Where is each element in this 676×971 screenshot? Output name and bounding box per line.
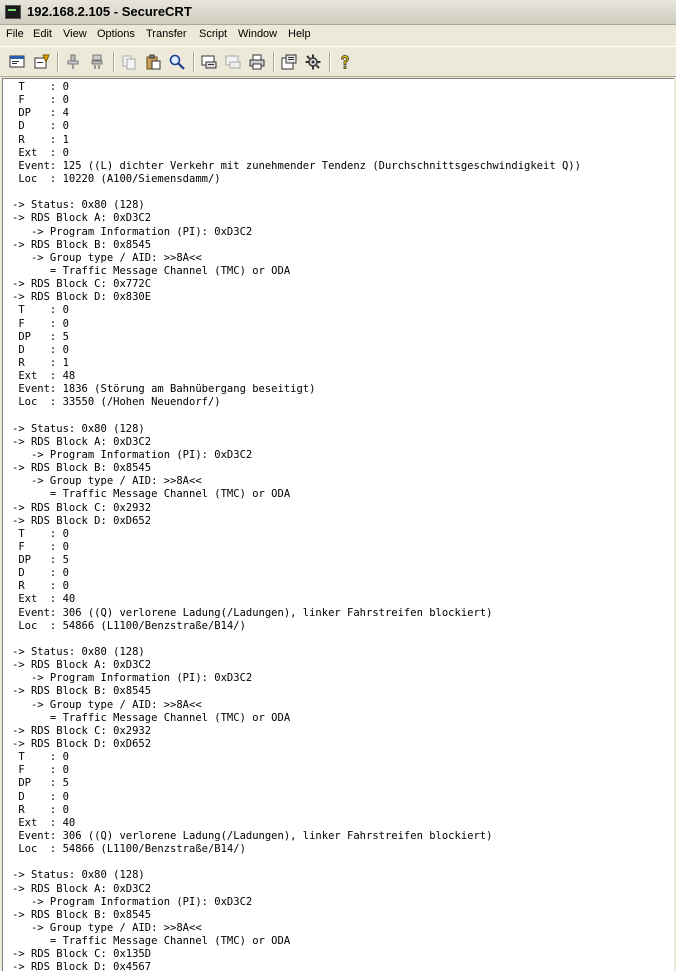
toolbar — [0, 46, 676, 77]
terminal-line: Event: 306 ((Q) verlorene Ladung(/Ladungen), linker Fahrstreifen blockiert) — [12, 830, 493, 843]
terminal-line: Event: 1836 (Störung am Bahnübergang beseitigt) — [12, 383, 316, 396]
terminal-line: T : 0 — [12, 81, 69, 93]
terminal-screen[interactable] — [2, 78, 674, 971]
terminal-line: Loc : 33550 (/Hohen Neuendorf/) — [12, 396, 221, 409]
terminal-line: Loc : 54866 (L1100/Benzstraße/B14/) — [12, 619, 246, 632]
paste-icon[interactable] — [144, 53, 162, 71]
terminal-line: F : 0 — [12, 94, 69, 107]
session-options-icon[interactable] — [280, 53, 298, 71]
terminal-line: R : 0 — [12, 803, 69, 816]
print-selection-icon[interactable] — [224, 53, 242, 71]
connect-tab-icon[interactable] — [64, 53, 82, 71]
terminal-line: D : 0 — [12, 120, 69, 133]
terminal-line: Loc : 10220 (A100/Siemensdamm/) — [12, 172, 221, 185]
terminal-line: -> RDS Block A: 0xD3C2 — [12, 882, 152, 895]
print-icon[interactable] — [248, 53, 266, 71]
terminal-line: = Traffic Message Channel (TMC) or ODA — [12, 264, 291, 277]
title-bar[interactable] — [0, 0, 676, 25]
terminal-line — [12, 410, 581, 423]
menu-file[interactable]: File — [6, 28, 24, 40]
terminal-line: DP : 5 — [12, 777, 69, 790]
terminal-line: -> Program Information (PI): 0xD3C2 — [12, 225, 253, 238]
menu-bar — [0, 25, 676, 46]
terminal-line: -> RDS Block A: 0xD3C2 — [12, 435, 152, 448]
terminal-output — [12, 81, 581, 971]
copy-icon[interactable] — [120, 53, 138, 71]
terminal-line: Event: 306 ((Q) verlorene Ladung(/Ladungen), linker Fahrstreifen blockiert) — [12, 606, 493, 619]
menu-view[interactable]: View — [63, 28, 87, 40]
menu-transfer[interactable]: Transfer — [146, 28, 187, 40]
terminal-line: DP : 4 — [12, 107, 69, 120]
terminal-line: R : 0 — [12, 580, 69, 593]
terminal-line: Ext : 48 — [12, 370, 76, 383]
securecrt-app-icon[interactable] — [5, 5, 21, 19]
help-icon[interactable] — [336, 53, 354, 71]
terminal-line: -> Group type / AID: >>8A<< — [12, 698, 202, 711]
terminal-line: -> RDS Block B: 0x8545 — [12, 462, 152, 475]
toolbar-separator — [113, 52, 115, 72]
terminal-line: D : 0 — [12, 567, 69, 580]
terminal-line: T : 0 — [12, 304, 69, 317]
terminal-line — [12, 856, 581, 869]
terminal-line: -> RDS Block D: 0xD652 — [12, 514, 152, 527]
terminal-line: -> RDS Block B: 0x8545 — [12, 685, 152, 698]
terminal-line: R : 1 — [12, 133, 69, 146]
terminal-line: -> Program Information (PI): 0xD3C2 — [12, 672, 253, 685]
terminal-line: Event: 125 ((L) dichter Verkehr mit zunehmender Tendenz (Durchschnittsgeschwindigkeit Q)) — [12, 159, 581, 172]
terminal-line: DP : 5 — [12, 554, 69, 567]
terminal-line: -> RDS Block C: 0x2932 — [12, 724, 152, 737]
terminal-line: -> RDS Block D: 0x4567 — [12, 961, 152, 971]
terminal-line: = Traffic Message Channel (TMC) or ODA — [12, 935, 291, 948]
terminal-line: -> RDS Block D: 0x830E — [12, 291, 152, 304]
terminal-line: -> Program Information (PI): 0xD3C2 — [12, 895, 253, 908]
terminal-line: D : 0 — [12, 790, 69, 803]
terminal-line: -> RDS Block B: 0x8545 — [12, 238, 152, 251]
terminal-line: F : 0 — [12, 540, 69, 553]
terminal-line: R : 1 — [12, 356, 69, 369]
terminal-line: -> RDS Block A: 0xD3C2 — [12, 659, 152, 672]
terminal-line: F : 0 — [12, 317, 69, 330]
connect-icon[interactable] — [8, 53, 26, 71]
menu-window[interactable]: Window — [238, 28, 278, 40]
terminal-line: -> Status: 0x80 (128) — [12, 869, 145, 882]
quick-connect-icon[interactable] — [33, 53, 51, 71]
global-options-icon[interactable] — [304, 53, 322, 71]
terminal-line: -> Status: 0x80 (128) — [12, 646, 145, 659]
terminal-line: Loc : 54866 (L1100/Benzstraße/B14/) — [12, 843, 246, 856]
terminal-line: D : 0 — [12, 343, 69, 356]
terminal-line: T : 0 — [12, 527, 69, 540]
terminal-line: -> Status: 0x80 (128) — [12, 422, 145, 435]
terminal-line: -> RDS Block A: 0xD3C2 — [12, 212, 152, 225]
terminal-line: F : 0 — [12, 764, 69, 777]
terminal-line: Ext : 0 — [12, 146, 69, 159]
terminal-line: -> RDS Block B: 0x8545 — [12, 908, 152, 921]
terminal-line: DP : 5 — [12, 330, 69, 343]
terminal-line: Ext : 40 — [12, 593, 76, 606]
window-title: 192.168.2.105 - SecureCRT — [27, 4, 192, 19]
terminal-line: -> RDS Block C: 0x2932 — [12, 501, 152, 514]
menu-options[interactable]: Options — [97, 28, 135, 40]
terminal-line: = Traffic Message Channel (TMC) or ODA — [12, 711, 291, 724]
terminal-line: -> RDS Block C: 0x772C — [12, 278, 152, 291]
print-screen-icon[interactable] — [200, 53, 218, 71]
terminal-line: -> Group type / AID: >>8A<< — [12, 922, 202, 934]
menu-edit[interactable]: Edit — [33, 28, 52, 40]
find-icon[interactable] — [168, 53, 186, 71]
terminal-line: -> Group type / AID: >>8A<< — [12, 475, 202, 488]
terminal-line: -> Program Information (PI): 0xD3C2 — [12, 448, 253, 461]
terminal-line: -> RDS Block C: 0x135D — [12, 948, 152, 961]
terminal-line: -> Status: 0x80 (128) — [12, 199, 145, 212]
terminal-line: -> RDS Block D: 0xD652 — [12, 738, 152, 751]
terminal-line — [12, 186, 581, 199]
toolbar-separator — [329, 52, 331, 72]
menu-script[interactable]: Script — [199, 28, 228, 40]
terminal-line: T : 0 — [12, 751, 69, 764]
toolbar-separator — [193, 52, 195, 72]
toolbar-separator — [57, 52, 59, 72]
menu-help[interactable]: Help — [288, 28, 311, 40]
disconnect-icon[interactable] — [88, 53, 106, 71]
terminal-line — [12, 633, 581, 646]
toolbar-separator — [273, 52, 275, 72]
terminal-line: Ext : 40 — [12, 816, 76, 829]
terminal-line: = Traffic Message Channel (TMC) or ODA — [12, 488, 291, 501]
terminal-line: -> Group type / AID: >>8A<< — [12, 251, 202, 264]
